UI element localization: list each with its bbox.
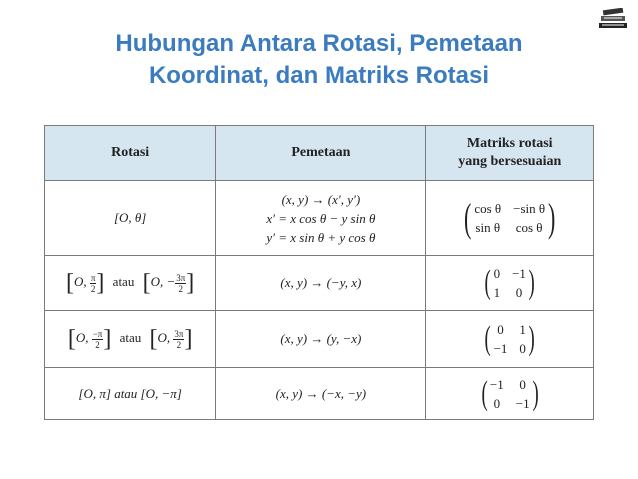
rotasi-prefix: O, xyxy=(75,329,92,345)
rotasi-cell: [O, θ] xyxy=(45,181,216,256)
matrix-cell xyxy=(426,181,594,256)
header-matriks xyxy=(426,126,594,181)
rotasi-prefix: O, xyxy=(157,329,174,345)
header-matriks-line-2: yang bersesuaian xyxy=(458,154,562,169)
matrix-entry: 0 xyxy=(493,395,501,411)
rotasi-prefix: O, − xyxy=(150,273,176,289)
angle-fraction: $\frac{\pi}{2}$ xyxy=(90,272,96,294)
angle-fraction: $\frac{-\pi}{2}$ xyxy=(92,328,103,350)
slide-title-line-2: Koordinat, dan Matriks Rotasi xyxy=(148,62,490,89)
matrix-entry: 0 xyxy=(493,266,501,281)
matrix-entry: cos θ xyxy=(515,220,543,235)
matrix-entry: −1 xyxy=(512,266,526,281)
matrix-entry: 1 xyxy=(493,285,501,300)
rotation-matrix: ( −1 0 0 −1 ) xyxy=(481,374,539,412)
pemetaan-cell xyxy=(216,181,426,256)
header-matriks-line-1: Matriks rotasi xyxy=(466,136,553,151)
pemetaan-line: y′ = x sin θ + y cos θ xyxy=(266,229,376,245)
angle-fraction: $\frac{3\pi}{2}$ xyxy=(174,328,184,350)
table-header-row xyxy=(45,126,594,181)
matrix-entry: 0 xyxy=(515,285,523,300)
pemetaan-cell: (x, y) → (−x, −y) xyxy=(216,368,426,420)
conjunction: atau xyxy=(112,273,135,289)
rotation-matrix: ( 0 1 −1 0 ) xyxy=(484,320,535,357)
matrix-entry: −1 xyxy=(489,376,504,392)
matrix-entry: −sin θ xyxy=(513,201,546,216)
matrix-entry: −1 xyxy=(515,395,530,411)
book-stack-icon xyxy=(597,8,629,30)
matrix-entry: cos θ xyxy=(474,201,502,216)
slide-title-line-1: Hubungan Antara Rotasi, Pemetaan xyxy=(115,30,523,57)
rotasi-prefix: O, xyxy=(73,273,90,289)
slide-title xyxy=(0,28,638,92)
header-rotasi: Rotasi xyxy=(45,126,216,181)
table-row xyxy=(45,368,594,420)
header-pemetaan: Pemetaan xyxy=(216,126,426,181)
matrix-entry: sin θ xyxy=(475,220,501,235)
matrix-entry: −1 xyxy=(493,341,508,356)
table-row xyxy=(45,181,594,256)
table-row xyxy=(45,311,594,368)
rotasi-cell: [O, $\frac{\pi}{2}$ ] atau [O, − $\frac{3\pi}{2}$ ] xyxy=(45,256,216,311)
pemetaan-cell: (x, y) → (y, −x) xyxy=(216,311,426,368)
pemetaan-line: x′ = x cos θ − y sin θ xyxy=(266,210,376,226)
pemetaan-cell: (x, y) → (−y, x) xyxy=(216,256,426,311)
rotasi-cell: [O, $\frac{-\pi}{2}$ ] atau [O, $\frac{3\pi}{2}$ ] xyxy=(45,311,216,368)
table-row xyxy=(45,256,594,311)
pemetaan-line: (x, y) → (x′, y′) xyxy=(281,191,361,207)
matrix-cell xyxy=(426,311,594,368)
rotasi-cell: [O, π] atau [O, −π] xyxy=(45,368,216,420)
matrix-entry: 0 xyxy=(497,322,504,337)
rotation-table xyxy=(44,125,594,420)
matrix-cell xyxy=(426,368,594,420)
conjunction: atau xyxy=(119,329,142,345)
matrix-entry: 1 xyxy=(519,322,526,337)
angle-fraction: $\frac{3\pi}{2}$ xyxy=(176,272,186,294)
matrix-cell xyxy=(426,256,594,311)
matrix-entry: 0 xyxy=(519,341,526,356)
matrix-entry: 0 xyxy=(519,376,526,392)
rotation-matrix: ( cos θ −sin θ sin θ cos θ ) xyxy=(463,195,556,240)
rotation-matrix: ( 0 −1 1 0 ) xyxy=(484,264,535,301)
